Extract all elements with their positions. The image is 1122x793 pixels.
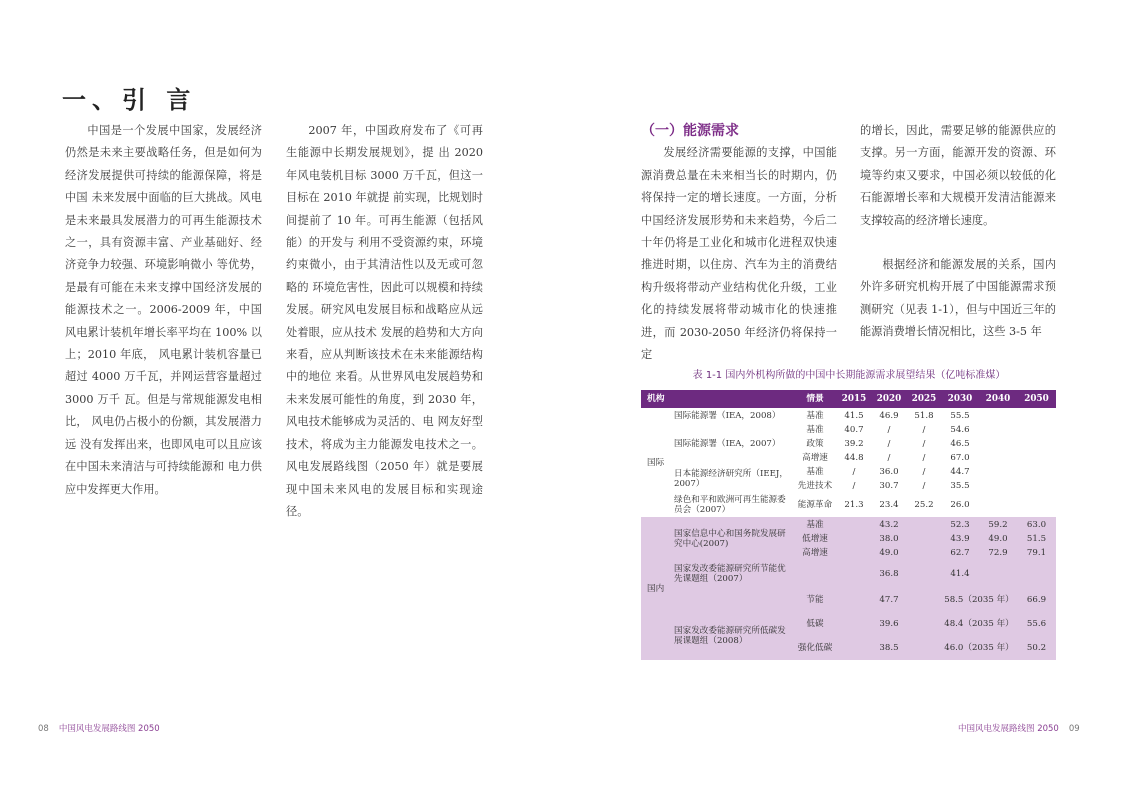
energy-paragraph-2: 的增长，因此，需要足够的能源供应的支撑。另一方面，能源开发的资源、环境等约束又要求，中国必须以较低的化石能源增长率和大规模开发清洁能源来支撑较高的经济增长速度。: [860, 124, 1056, 227]
value-cell: 38.5: [871, 636, 907, 660]
table-row: [641, 408, 1056, 423]
value-cell: 43.2: [871, 517, 907, 532]
value-cell: 36.0: [871, 465, 907, 479]
value-cell: 50.2: [1017, 636, 1056, 660]
value-cell: 66.9: [1017, 588, 1056, 612]
scenario-cell: 基准: [793, 423, 837, 437]
value-cell: 39.2: [837, 437, 871, 451]
value-cell: 25.2: [907, 493, 941, 517]
scenario-cell: 能源革命: [793, 493, 837, 517]
table-row: [641, 465, 1056, 479]
value-cell: [907, 546, 941, 560]
value-cell: [979, 408, 1017, 423]
value-cell: 54.6: [941, 423, 979, 437]
value-cell: [1017, 479, 1056, 493]
value-cell: [979, 451, 1017, 465]
value-cell: 46.5: [941, 437, 979, 451]
value-cell: [837, 546, 871, 560]
table-caption: 表 1-1 国内外机构所做的中国中长期能源需求展望结果（亿吨标准煤）: [692, 370, 1006, 381]
value-cell: 40.7: [837, 423, 871, 437]
header-2050: 2050: [1017, 390, 1056, 408]
value-cell: 52.3: [941, 517, 979, 532]
scenario-cell: 政策: [793, 437, 837, 451]
value-cell: /: [837, 465, 871, 479]
energy-demand-table: [641, 390, 1056, 660]
value-cell: 49.0: [871, 546, 907, 560]
value-cell: 44.8: [837, 451, 871, 465]
org-cell: 绿色和平和欧洲可再生能源委员会（2007）: [671, 493, 793, 517]
scenario-cell: 基准: [793, 465, 837, 479]
value-cell: 51.8: [907, 408, 941, 423]
table-row: [641, 517, 1056, 532]
value-cell: [837, 636, 871, 660]
energy-paragraph-3: 根据经济和能源发展的关系，国内外许多研究机构开展了中国能源需求预测研究（见表 1-1），但与中国近三年的能源消费增长情况相比，这些 3-5 年: [860, 258, 1056, 339]
footer-title-left: 中国风电发展路线图 2050: [58, 724, 160, 734]
value-cell: 62.7: [941, 546, 979, 560]
page-number-right: 09: [1068, 724, 1080, 734]
energy-paragraph-1: 发展经济需要能源的支撑，中国能源消费总量在未来相当长的时期内，仍将保持一定的增长速度。一方面，分析中国经济发展形势和未来趋势，今后二十年仍将是工业化和城市化进程双快速推进时期，以住房、汽车为主的消费结构升级将带动产业结构优化升级，工业化的持续发展将带动城市化的快速推进，而 2030-2050 年经济仍将保持一定: [641, 146, 837, 362]
value-cell: 44.7: [941, 465, 979, 479]
value-cell: 55.5: [941, 408, 979, 423]
table-row: [641, 588, 1056, 612]
scenario-cell: 强化低碳: [793, 636, 837, 660]
intro-column-1: [65, 120, 262, 501]
header-2030: 2030: [941, 390, 979, 408]
value-cell: /: [871, 423, 907, 437]
value-cell: 79.1: [1017, 546, 1056, 560]
value-cell: 43.9: [941, 532, 979, 546]
value-cell: 49.0: [979, 532, 1017, 546]
org-cell: 日本能源经济研究所（IEEJ，2007）: [671, 465, 793, 493]
energy-column-1: [641, 120, 837, 366]
table-domestic-section: [641, 517, 1056, 660]
value-cell: [979, 423, 1017, 437]
value-cell: 51.5: [1017, 532, 1056, 546]
value-cell: 41.5: [837, 408, 871, 423]
value-cell: /: [907, 479, 941, 493]
value-cell: /: [907, 423, 941, 437]
value-cell: [907, 532, 941, 546]
value-cell: [837, 560, 871, 588]
value-cell: 39.6: [871, 612, 907, 636]
value-cell: 21.3: [837, 493, 871, 517]
value-cell: 46.0（2035 年）: [941, 636, 1017, 660]
org-cell: 国家发改委能源研究所节能优先课题组（2007）: [671, 560, 793, 588]
value-cell: /: [837, 479, 871, 493]
value-cell: 23.4: [871, 493, 907, 517]
value-cell: 55.6: [1017, 612, 1056, 636]
value-cell: [1017, 408, 1056, 423]
value-cell: /: [871, 437, 907, 451]
table-header-row: [641, 390, 1056, 408]
scenario-cell: 低碳: [793, 612, 837, 636]
value-cell: [837, 588, 871, 612]
value-cell: [979, 437, 1017, 451]
header-scenario: 情景: [793, 390, 837, 408]
value-cell: [907, 612, 941, 636]
scenario-cell: 基准: [793, 408, 837, 423]
value-cell: [837, 517, 871, 532]
value-cell: [907, 517, 941, 532]
value-cell: [979, 560, 1017, 588]
scenario-cell: [793, 560, 837, 588]
value-cell: 48.4（2035 年）: [941, 612, 1017, 636]
intro-column-2: [286, 120, 483, 523]
header-2015: 2015: [837, 390, 871, 408]
value-cell: 47.7: [871, 588, 907, 612]
value-cell: [1017, 451, 1056, 465]
value-cell: 72.9: [979, 546, 1017, 560]
org-cell: 国际能源署（IEA，2007）: [671, 423, 793, 465]
scenario-cell: 低增速: [793, 532, 837, 546]
value-cell: [1017, 560, 1056, 588]
header-2020: 2020: [871, 390, 907, 408]
value-cell: 30.7: [871, 479, 907, 493]
value-cell: [907, 636, 941, 660]
value-cell: [979, 465, 1017, 479]
left-footer: [38, 722, 160, 734]
intro-paragraph-2: 2007 年，中国政府发布了《可再生能源中长期发展规划》，提 出 2020 年风电装机目标 3000 万千瓦，但这一目标在 2010 年就提 前实现，比规划时间提前了 10 年。可再生能源（包括风能）的开发与 利用不受资源约束，环境约束微小，由于其清洁性以及无或可忽略的 环境危害性，因此可以规模和持续发展。研究风电发展目标和战略应从远处着眼，应从技术 发展的趋势和大方向来看，应从判断该技术在未来能源结构中的地位 来看。从世界风电发展趋势和未来发展可能性的角度，到 2030 年，风电技术能够成为灵活的、电 网友好型技术，将成为主力能源发电技术之一。风电发展路线图（2050 年）就是要展现中国未来风电的发展目标和实现途径。: [286, 124, 483, 518]
group-label-international: 国际: [641, 408, 671, 517]
org-cell: 国家发改委能源研究所低碳发展课题组（2008）: [671, 612, 793, 660]
value-cell: [979, 479, 1017, 493]
page-number-left: 08: [38, 724, 49, 734]
value-cell: /: [907, 451, 941, 465]
value-cell: 26.0: [941, 493, 979, 517]
footer-title-right: 中国风电发展路线图 2050: [958, 724, 1059, 734]
table-row: [641, 493, 1056, 517]
energy-column-2: [860, 120, 1056, 344]
value-cell: /: [871, 451, 907, 465]
table-international-section: [641, 408, 1056, 517]
value-cell: [907, 588, 941, 612]
value-cell: 67.0: [941, 451, 979, 465]
page-heading: 一、引 言: [62, 85, 197, 114]
table-row: [641, 560, 1056, 588]
value-cell: 59.2: [979, 517, 1017, 532]
table-row: [641, 612, 1056, 636]
value-cell: /: [907, 465, 941, 479]
value-cell: 58.5（2035 年）: [941, 588, 1017, 612]
org-cell: [671, 588, 793, 612]
value-cell: 35.5: [941, 479, 979, 493]
value-cell: 63.0: [1017, 517, 1056, 532]
value-cell: [837, 612, 871, 636]
scenario-cell: 节能: [793, 588, 837, 612]
header-org: 机构: [641, 390, 793, 408]
header-2040: 2040: [979, 390, 1017, 408]
value-cell: [1017, 493, 1056, 517]
scenario-cell: 高增速: [793, 451, 837, 465]
value-cell: /: [907, 437, 941, 451]
scenario-cell: 先进技术: [793, 479, 837, 493]
value-cell: [1017, 423, 1056, 437]
value-cell: [907, 560, 941, 588]
value-cell: 38.0: [871, 532, 907, 546]
table-row: [641, 423, 1056, 437]
intro-paragraph-1: 中国是一个发展中国家，发展经济仍然是未来主要战略任务，但是如何为经济发展提供可持续的能源保障，将是中国 未来发展中面临的巨大挑战。风电是未来最具发展潜力的可再生能源技术之一，具有资源丰富、产业基础好、经济竞争力较强、环境影响微小 等优势，是最有可能在未来支撑中国经济发展的能源技术之一。2006-2009 年，中国风电累计装机年增长率平均在 100% 以上；2010 年底， 风电累计装机容量已超过 4000 万千瓦，并网运营容量超过 3000 万千 瓦。但是与常规能源发电相比， 风电仍占极小的份额，其发展潜力远 没有发挥出来，也即风电可以且应该在中国未来清洁与可持续能源和 电力供应中发挥更大作用。: [65, 124, 262, 496]
value-cell: [837, 532, 871, 546]
org-cell: 国际能源署（IEA，2008）: [671, 408, 793, 423]
value-cell: [979, 493, 1017, 517]
value-cell: 46.9: [871, 408, 907, 423]
section-title: （一）能源需求: [641, 123, 739, 139]
value-cell: 41.4: [941, 560, 979, 588]
right-footer: [958, 722, 1090, 734]
org-cell: 国家信息中心和国务院发展研究中心(2007): [671, 517, 793, 560]
scenario-cell: 高增速: [793, 546, 837, 560]
group-label-domestic: 国内: [641, 517, 671, 660]
value-cell: [1017, 437, 1056, 451]
value-cell: 36.8: [871, 560, 907, 588]
scenario-cell: 基准: [793, 517, 837, 532]
value-cell: [1017, 465, 1056, 479]
header-2025: 2025: [907, 390, 941, 408]
